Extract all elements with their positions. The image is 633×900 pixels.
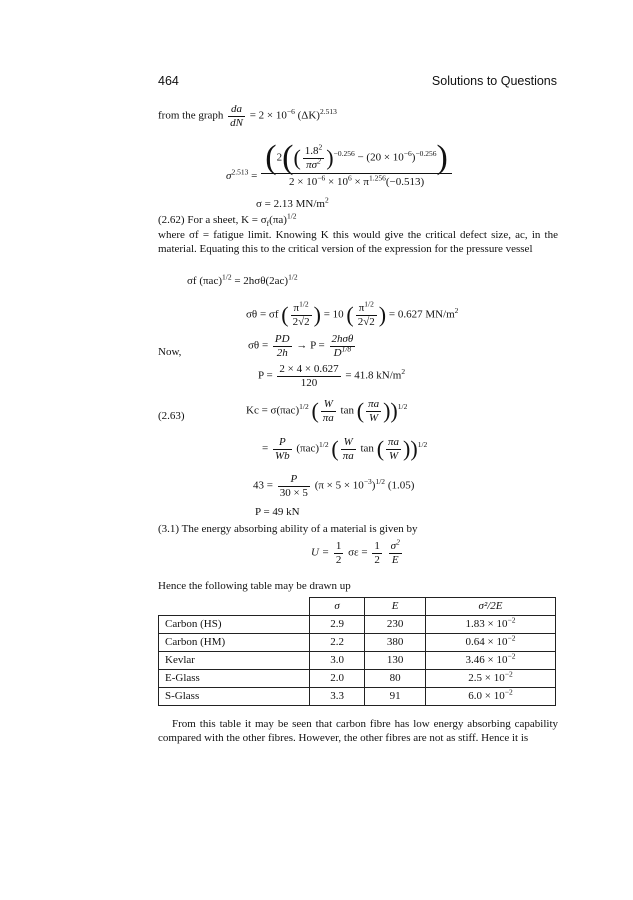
table-cell-ratio: $0.64 \times 10^{-2}$ (426, 634, 556, 652)
table-cell-e: 230 (365, 616, 426, 634)
table-row (159, 634, 556, 652)
equation-pressure: σθ = $\frac{PD}{2h}$ → P = $\frac{\text{2hσθ}}{D^{1/8}}$ (248, 333, 354, 359)
table-cell-material: E-Glass (159, 670, 310, 688)
equation-solve-p: 43 = $\frac{P}{30 \times 5}$ $(\pi \times 5 \times 10^{-3})^{1/2}$ (1.05) (253, 473, 415, 499)
question-3-1-intro: (3.1) The energy absorbing ability of a material is given by (158, 523, 418, 535)
closing-paragraph: From this table it may be seen that carbon fibre has low energy absorbing capability compared with the other fibres. However, the other fibres are not as stiff. Hence it is (158, 718, 558, 744)
table-header-sigma: σ (310, 598, 365, 616)
table-cell-sigma: 2.9 (310, 616, 365, 634)
label-2-63: (2.63) (158, 410, 185, 422)
table-header-e: E (365, 598, 426, 616)
table-cell-material: Carbon (HS) (159, 616, 310, 634)
table-header-ratio: σ²/2E (426, 598, 556, 616)
question-2-62-body: where σf = fatigue limit. Knowing K this would give the critical defect size, ac, in the material. Equating this to the critical version of the expression for the pressure vessel (158, 229, 558, 255)
equation-sigma-theta: σθ = σf ( $\frac{\pi^{1/2}}{2√2}$ ) = 10 ( $\frac{\pi^{1/2}}{2√2}$ ) = 0.627 $MN/m^2$ (246, 299, 459, 328)
running-title: Solutions to Questions (431, 74, 557, 88)
table-cell-ratio: $6.0 \times 10^{-2}$ (426, 688, 556, 706)
table-cell-e: 130 (365, 652, 426, 670)
equation-da-dn: from the graph $\frac{da}{dN}$ = $2 \times 10^{-6}$ $(\Delta K)^{2.513}$ (158, 103, 337, 129)
equation-kc-expanded: = $\frac{P}{Wb}$ $(\pi ac)^{1/2}$ ( $\frac{W}{\pi a}$ tan ( $\frac{\pi a}{W}$ ))$^{1/2}$ (262, 436, 428, 462)
table-header-blank (159, 598, 310, 616)
table-row (159, 616, 556, 634)
table-cell-e: 91 (365, 688, 426, 706)
table-row (159, 652, 556, 670)
fibre-energy-table (158, 597, 556, 706)
table-cell-e: 80 (365, 670, 426, 688)
equation-sigma-result: σ = 2.13 $MN/m^2$ (256, 195, 329, 210)
label-now: Now, (158, 346, 182, 358)
table-intro: Hence the following table may be drawn up (158, 580, 351, 592)
equation-sigma-power: $\sigma^{2.513}$ = (2(( $\frac{1.8^2}{\pi\sigma^2}$ )$^{-0.256} - (20 \times 10^{-6})^{-0.256}$) $2 \times 10^{-6} \times 10^6 \times \pi^{1.256}(-0.513)$ (226, 145, 526, 190)
equation-kc: $Kc = \sigma(\pi ac)^{1/2}$ ( $\frac{W}{\pi a}$ tan ( $\frac{\pi a}{W}$ ))$^{1/2}$ (246, 398, 408, 424)
question-2-62-intro: (2.62) For a sheet, $K = \sigma_f(\pi a)^{1/2}$ (158, 211, 297, 229)
table-cell-material: S-Glass (159, 688, 310, 706)
table-cell-ratio: $3.46 \times 10^{-2}$ (426, 652, 556, 670)
page-number: 464 (158, 74, 179, 88)
table-cell-sigma: 3.0 (310, 652, 365, 670)
table-cell-sigma: 2.2 (310, 634, 365, 652)
table-cell-ratio: $1.83 \times 10^{-2}$ (426, 616, 556, 634)
table-cell-sigma: 3.3 (310, 688, 365, 706)
table-cell-sigma: 2.0 (310, 670, 365, 688)
equation-p-value: P = $\frac{2 \times 4 \times 0.627}{120}$ = 41.8 $kN/m^2$ (258, 363, 406, 389)
table-cell-ratio: $2.5 \times 10^{-2}$ (426, 670, 556, 688)
table-cell-material: Kevlar (159, 652, 310, 670)
table-cell-material: Carbon (HM) (159, 634, 310, 652)
table-row (159, 670, 556, 688)
equation-equate: σf $(\pi ac)^{1/2} = 2h\sigma\theta(2ac)^{1/2}$ (187, 272, 298, 287)
equation-energy: U = $\frac{1}{2}$ σε = $\frac{1}{2}$ $\frac{\sigma^2}{E}$ (311, 537, 400, 566)
table-header-row (159, 598, 556, 616)
table-cell-e: 380 (365, 634, 426, 652)
table-row (159, 688, 556, 706)
equation-p-result: P = 49 kN (255, 506, 300, 518)
